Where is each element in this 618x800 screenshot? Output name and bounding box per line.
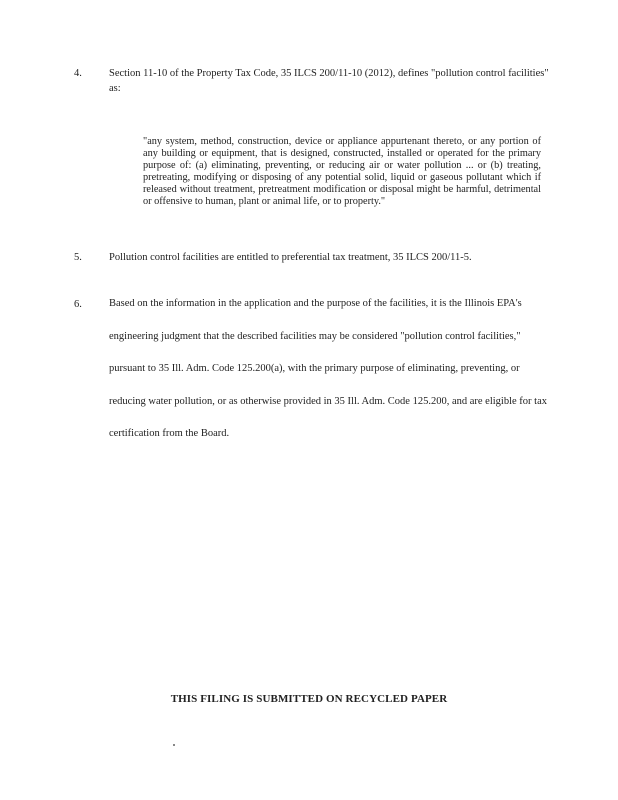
paragraph-5-text: Pollution control facilities are entitled to preferential tax treatment, 35 ILCS 200/11-5. bbox=[109, 252, 472, 263]
paragraph-4-number: 4. bbox=[74, 68, 82, 79]
paragraph-4-text: Section 11-10 of the Property Tax Code, 35 ILCS 200/11-10 (2012), defines "pollution control facilities" as: bbox=[109, 68, 549, 94]
paragraph-6-text: Based on the information in the application and the purpose of the facilities, it is the Illinois EPA's engineering judgment that the described facilities may be considered "pollution control facilities," pursuant to 35 Ill. Adm. Code 125.200(a), with the primary purpose of eliminating, preventing, or reducing water pollution, or as otherwise provided in 35 Ill. Adm. Code 125.200, and are eligible for tax certification from the Board. bbox=[109, 298, 547, 439]
scan-speck bbox=[173, 744, 175, 746]
paragraph-6-number: 6. bbox=[74, 299, 82, 310]
paragraph-5-number: 5. bbox=[74, 252, 82, 263]
recycled-paper-footer: THIS FILING IS SUBMITTED ON RECYCLED PAPER bbox=[170, 693, 448, 705]
pollution-control-definition-quote: "any system, method, construction, device or appliance appurtenant thereto, or any portion of any building or equipment, that is designed, constructed, installed or operated for the primary purpose of: (a) eliminating, preventing, or reducing air or water pollution ... or (b) treating, pretreating, modifying or disposing of any potential solid, liquid or gaseous pollutant which if released without treatment, pretreatment modification or disposal might be harmful, detrimental or offensive to human, plant or animal life, or to property." bbox=[143, 136, 541, 207]
